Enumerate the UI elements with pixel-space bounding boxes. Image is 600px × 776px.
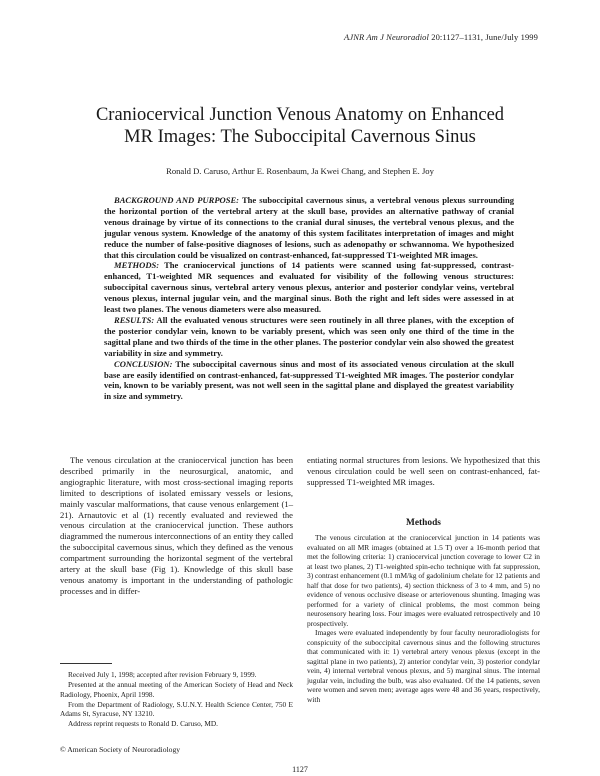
abstract-conclusion [104, 359, 514, 403]
introduction-continued: entiating normal structures from lesions. We hypothesized that this venous circulation could be well seen on contrast-enhanced, fat-suppressed T1-weighted MR images. [307, 455, 540, 487]
methods-heading: Methods [406, 518, 441, 528]
footnote-presented: Presented at the annual meeting of the American Society of Head and Neck Radiology, Phoenix, April 1998. [60, 680, 293, 699]
background-label: BACKGROUND AND PURPOSE: [114, 195, 240, 205]
footnote-divider [60, 663, 112, 664]
copyright-notice: © American Society of Neuroradiology [60, 745, 181, 754]
methods-text: The craniocervical junctions of 14 patients were scanned using fat-suppressed, contrast-enhanced, T1-weighted MR sequences and evaluated for visibility of the following venous structures: suboccipital cavernous sinus, vertebral artery venous plexus, anterior and posterior condylar veins, vertebral venous plexus, internal jugular vein, and the marginal sinus. Both the right and left sides were assessed in at least two planes. The venous diameters were also measured. [104, 260, 514, 315]
methods-paragraph-2: Images were evaluated independently by four faculty neuroradiologists for conspicuity of the suboccipital cavernous sinus and the following structures that communicated with it: 1) vertebral artery venous plexus (except in the sagittal plane in two patients), 2) anterior condylar vein, 3) posterior condylar vein, 4) internal vertebral venous plexus, and 5) marginal sinus. The internal jugular vein, including the bulb, was also evaluated. Of the 14 patients, seven were women and seven men; average ages were 48 and 36 years, respectively, with [307, 628, 540, 704]
methods-label: METHODS: [114, 260, 160, 271]
introduction-paragraph: The venous circulation at the craniocervical junction has been described primarily in the neurosurgical, anatomic, and angiographic literature, with most cross-sectional imaging reports limited to descriptions of isolated emissary vessels or lesions, mainly vascular malformations, that cause venous enlargement (1–21). Arnautovic et al (1) recently evaluated and reviewed the venous circulation at the craniocervical junction. These authors diagrammed the numerous interconnections of an entity they called the suboccipital cavernous sinus, which they defined as the venous compartment surrounding the horizontal segment of the vertebral artery at the skull base (Fig 1). Knowledge of this skull base venous anatomy is important in the understanding of pathologic processes and in differ- [60, 455, 293, 596]
methods-section [307, 533, 540, 704]
title-line-1: Craniocervical Junction Venous Anatomy on Enhanced [95, 105, 505, 125]
abstract-background [104, 195, 514, 260]
journal-citation: 20:1127–1131, June/July 1999 [429, 32, 538, 42]
abstract-methods [104, 260, 514, 315]
journal-name: AJNR Am J Neuroradiol [344, 32, 429, 42]
abstract [104, 195, 514, 402]
results-label: RESULTS: [114, 314, 155, 325]
footnote-received: Received July 1, 1998; accepted after revision February 9, 1999. [68, 670, 257, 679]
background-text: The suboccipital cavernous sinus, a vertebral venous plexus surrounding the horizontal portion of the vertebral artery at the skull base, provides an alternative pathway of cranial venous drainage by virtue of its connections to the cranial dural sinuses, the vertebral venous plexus, and the jugular venous system. Knowledge of the anatomy of this system facilitates interpretation of images and might reduce the number of false-positive diagnoses of lesions, such as adenopathy or schwannoma. We hypothesized that this circulation could be visualized on contrast-enhanced, fat-suppressed T1-weighted MR images. [104, 195, 514, 260]
conclusion-label: CONCLUSION: [114, 358, 173, 369]
conclusion-text: The suboccipital cavernous sinus and most of its associated venous circulation at the skull base are easily identified on contrast-enhanced, fat-suppressed T1-weighted MR images. The posterior condylar vein, known to be variably present, was not well seen in the sagittal plane and displayed the greatest variability in size and symmetry. [104, 358, 514, 402]
page-number: 1127 [292, 765, 308, 774]
footnote-affiliation: From the Department of Radiology, S.U.N.Y. Health Science Center, 750 E Adams St, Syracuse, NY 13210. [60, 699, 293, 719]
footnote-reprints: Address reprint requests to Ronald D. Caruso, MD. [68, 719, 218, 729]
right-column [307, 455, 540, 488]
methods-paragraph-1: The venous circulation at the craniocervical junction in 14 patients was evaluated on all MR images (obtained at 1.5 T) over a 16-month period that met the following criteria: 1) craniocervical junction coverage to lower C2 in at least two planes, 2) T1-weighted spin-echo technique with fat suppression, 3) contrast enhancement (0.1 mM/kg of gadolinium chelate for 12 patients and half that dose for two patients), 4) section thickness of 3 to 4 mm, and 5) no evidence of venous occlusive disease or arteriovenous shunting. Imaging was performed for a variety of clinical problems, the most common being neurosensory hearing loss. Four images were evaluated retrospectively and 10 prospectively. [307, 533, 540, 628]
title-line-2: MR Images: The Suboccipital Cavernous Sinus [124, 127, 476, 147]
results-text: All the evaluated venous structures were seen routinely in all three planes, with the exception of the posterior condylar vein, known to be variably present, which was seen only one third of the time in the sagittal plane and two thirds of the time in the other planes. The posterior condylar vein also showed the greatest variability in size and symmetry. [104, 314, 514, 358]
article-title [40, 104, 560, 148]
abstract-results [104, 315, 514, 359]
left-column [60, 455, 293, 597]
footnotes [60, 670, 293, 730]
running-head [344, 32, 538, 42]
author-list: Ronald D. Caruso, Arthur E. Rosenbaum, Ja Kwei Chang, and Stephen E. Joy [166, 166, 434, 176]
